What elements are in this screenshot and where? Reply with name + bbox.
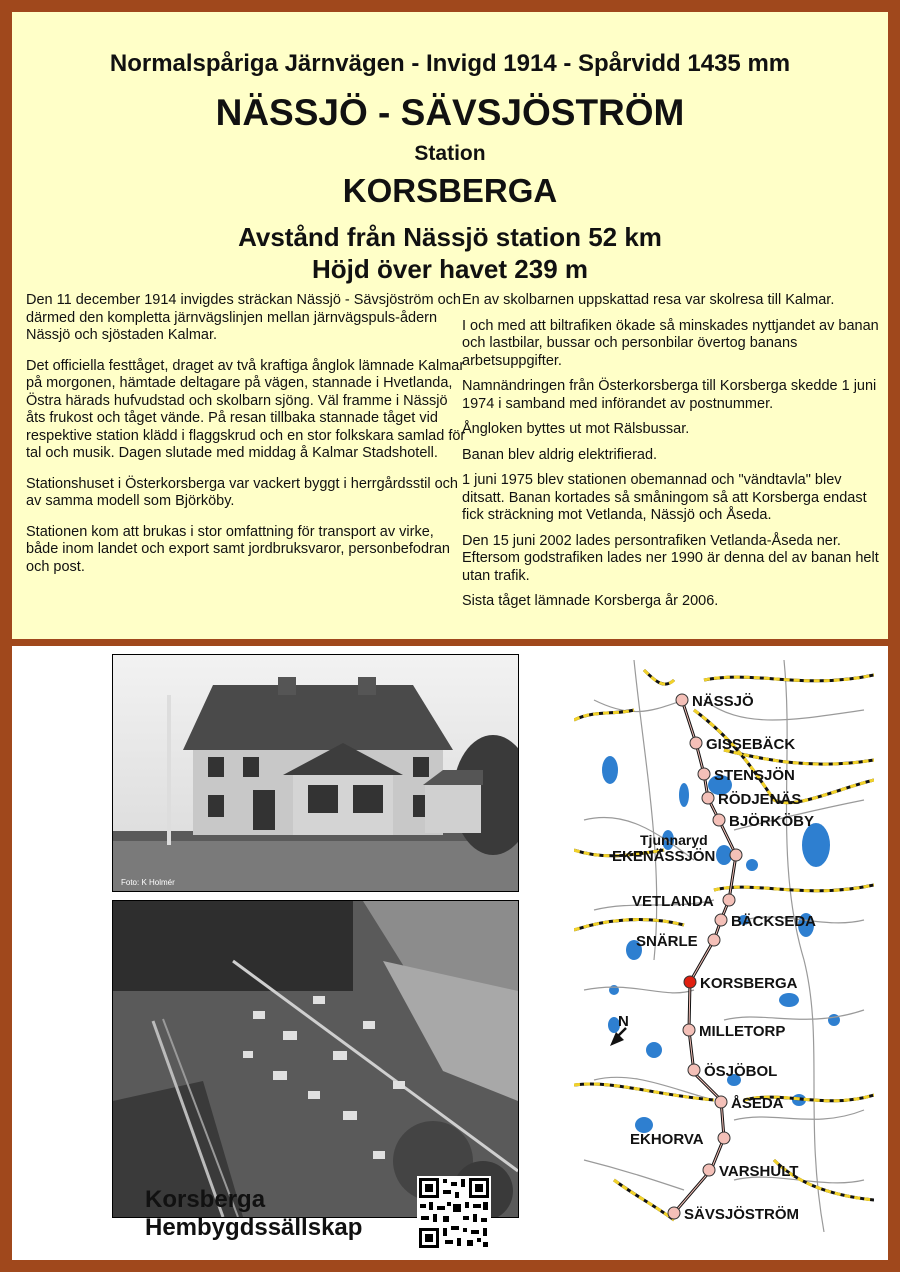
station-label: NÄSSJÖ [692, 693, 754, 710]
station-label: Tjunnaryd [640, 832, 708, 848]
paragraph: Ångloken byttes ut mot Rälsbussar. [462, 421, 690, 437]
north-label: N [618, 1013, 629, 1030]
station-label: EKHORVA [630, 1131, 704, 1148]
station-label: ÖSJÖBOL [704, 1063, 778, 1080]
photo-credit: Foto: K Holmér [121, 878, 175, 887]
station-dot-highlighted [684, 976, 696, 988]
info-panel [12, 12, 888, 639]
station-dot [713, 814, 725, 826]
stations [612, 693, 816, 1223]
station-dot [715, 1096, 727, 1108]
station-dot [668, 1207, 680, 1219]
paragraph: Den 11 december 1914 invigdes sträckan Nässjö - Sävsjöström och därmed den kompletta järnvägslinjen mellan järnvägspuls-ådern Nässjö och sjöstaden Kalmar. [26, 292, 461, 343]
station-house-photo [112, 654, 519, 892]
station-label: GISSEBÄCK [706, 736, 796, 753]
paragraph: Banan blev aldrig elektrifierad. [462, 446, 658, 463]
station-dot [698, 768, 710, 780]
paragraph: Stationen kom att brukas i stor omfattning för transport av virke, både inom landet och export samt jordbruksvaror, personbefodran och post. [26, 523, 450, 575]
left-text-column [26, 292, 466, 589]
paragraph: Det officiella festtåget, draget av två kraftiga ånglok lämnade Kalmar på morgonen, hämtade deltagare på vägen, stannade i Hvetlanda, Östra härads hufvudstad och skolbarn sjöng. Väl framme i Nässjö åts frukost och tåget vände. På resan tillbaka stannade tåget vid respektive station klädd i flaggskrud och en stor folkskara samlad för tal och musik. Dagen slutade med middag å Kalmar Stadshotell. [26, 357, 466, 461]
organization-name [145, 1186, 362, 1242]
station-dot [715, 914, 727, 926]
paragraph: Namnändringen från Österkorsberga till Korsberga skedde 1 juni 1974 i samband med införandet av postnummer. [462, 378, 877, 412]
header-distance: Avstånd från Nässjö station 52 km [238, 222, 662, 252]
station-label: STENSJÖN [714, 767, 795, 784]
station-label-highlighted: KORSBERGA [700, 975, 798, 992]
railway-map-svg [574, 660, 874, 1232]
header-station-label: Station [414, 142, 486, 165]
station-label: SÄVSJÖSTRÖM [684, 1206, 800, 1223]
paragraph: En av skolbarnen uppskattad resa var skolresa till Kalmar. [462, 292, 835, 308]
station-label: VARSHULT [719, 1163, 799, 1180]
header-railway-info: Normalspåriga Järnvägen - Invigd 1914 - Spårvidd 1435 mm [109, 50, 791, 77]
station-dot [690, 737, 702, 749]
qr-code[interactable] [417, 1176, 491, 1250]
right-text-column [462, 292, 882, 619]
station-label: ÅSEDA [731, 1095, 784, 1112]
station-house-image [113, 655, 518, 891]
header-altitude: Höjd över havet 239 m [312, 254, 588, 284]
railway-map [574, 660, 874, 1232]
station-dot [730, 849, 742, 861]
paragraph: 1 juni 1975 blev stationen obemannad och "vändtavla" blev ditsatt. Banan kortades så småningom så att Korsberga endast fick sträckning mot Vetlanda, Nässjö och Åseda. [462, 472, 867, 523]
station-dot [703, 1164, 715, 1176]
aerial-photo [112, 900, 519, 1218]
station-dot [702, 792, 714, 804]
station-dot [683, 1024, 695, 1036]
media-panel [12, 646, 888, 1260]
station-dot [708, 934, 720, 946]
header-route: NÄSSJÖ - SÄVSJÖSTRÖM [215, 92, 685, 133]
station-label: RÖDJENÄS [718, 791, 802, 808]
organization-line-1: Korsberga [145, 1186, 266, 1213]
station-label: BÄCKSEDA [731, 913, 817, 930]
station-dot [676, 694, 688, 706]
station-dot [718, 1132, 730, 1144]
station-label: MILLETORP [699, 1023, 786, 1040]
organization-line-2: Hembygdssällskap [145, 1214, 363, 1241]
header-station-name: KORSBERGA [342, 172, 558, 209]
aerial-village-image [113, 901, 518, 1217]
station-dot [723, 894, 735, 906]
station-dot [688, 1064, 700, 1076]
paragraph: Sista tåget lämnade Korsberga år 2006. [462, 593, 719, 609]
station-label: SNÄRLE [636, 933, 698, 950]
station-label: VETLANDA [632, 893, 714, 910]
paragraph: I och med att biltrafiken ökade så minskades nyttjandet av banan och lastbilar, bussar och personbilar övertog banans arbetsuppgifter. [462, 317, 879, 369]
paragraph: Stationshuset i Österkorsberga var vackert byggt i herrgårdsstil och av samma modell som Björköby. [26, 475, 458, 509]
paragraph: Den 15 juni 2002 lades persontrafiken Vetlanda-Åseda ner. Eftersom godstrafiken lades ner 1990 är denna del av banan helt utan trafik. [462, 532, 879, 584]
station-label: BJÖRKÖBY [729, 813, 815, 830]
station-label: EKENÄSSJÖN [612, 848, 716, 865]
